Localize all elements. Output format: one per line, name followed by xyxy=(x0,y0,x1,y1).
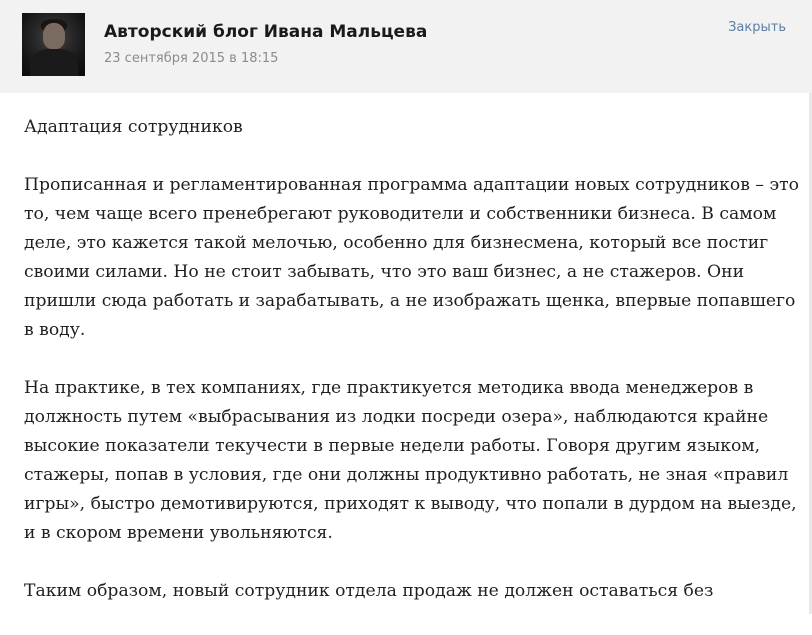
post-header xyxy=(0,0,812,93)
article-paragraph-2: На практике, в тех компаниях, где практикуется методика ввода менеджеров в должность путем «выбрасывания из лодки посреди озера», наблюдаются крайне высокие показатели текучести в первые недели работы. Говоря другим языком, стажеры, попав в условия, где они должны продуктивно работать, не зная «правил игры», быстро демотивируются, приходят к выводу, что попали в дурдом на выезде, и в скором времени увольняются. xyxy=(24,378,797,543)
blog-title[interactable]: Авторский блог Ивана Мальцева xyxy=(104,22,428,42)
article-paragraph-1: Прописанная и регламентированная программа адаптации новых сотрудников – это то, чем чаще всего пренебрегают руководители и собственники бизнеса. В самом деле, это кажется такой мелочью, особенно для бизнесмена, который все постиг своими силами. Но не стоит забывать, что это ваш бизнес, а не стажеров. Они пришли сюда работать и зарабатывать, а не изображать щенка, впервые попавшего в воду. xyxy=(24,175,799,340)
avatar-face xyxy=(43,23,65,49)
avatar-body xyxy=(30,49,78,76)
close-button[interactable]: Закрыть xyxy=(728,20,786,35)
post-date[interactable]: 23 сентября 2015 в 18:15 xyxy=(104,51,279,66)
author-avatar[interactable] xyxy=(22,13,85,76)
article-body xyxy=(24,113,804,635)
article-title: Адаптация сотрудников xyxy=(24,117,243,137)
article-paragraph-3: Таким образом, новый сотрудник отдела продаж не должен оставаться без xyxy=(24,581,714,601)
